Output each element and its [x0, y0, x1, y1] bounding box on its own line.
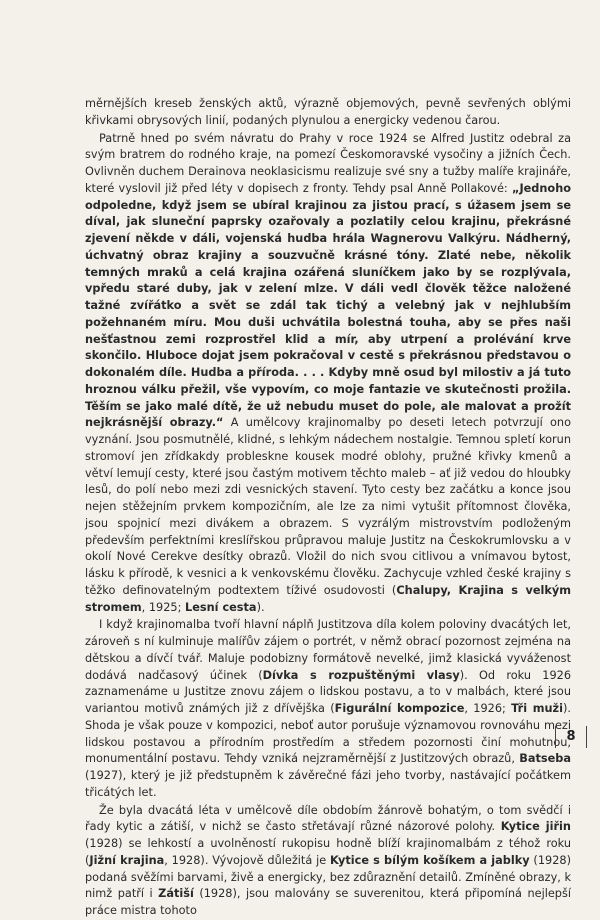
emphasized-text-run: Kytice s bílým košíkem a jablky — [329, 853, 530, 867]
paragraph-1 — [85, 96, 571, 130]
paragraph-4 — [85, 803, 571, 920]
emphasized-text-run: Jižní krajina — [89, 853, 165, 867]
text-run: (1928) se lehkostí a uvolněností rukopisu hodně blíží krajinomalbám z téhož roku ( — [85, 837, 571, 867]
text-run: , 1928). Vývojově důležitá je — [164, 853, 330, 867]
body-text — [85, 96, 571, 920]
emphasized-text-run: Figurální kompozice — [334, 702, 465, 715]
text-run: Patrně hned po svém návratu do Prahy v roce 1924 se Alfred Justitz odebral za svým bratrem do rodného kraje, na pomezí Českomoravské vysočiny a jižních Čech. Ovlivněn duchem Derainova neoklasicismu realizuje své sny a tužby malíře krajináře, které vyslovil již před léty v dopisech z fronty. Tehdy psal Anně Pollakové: — [85, 131, 571, 195]
emphasized-text-run: Chalupy, Krajina s velkým stromem — [85, 583, 572, 614]
text-run: (1928), jsou malovány se suverenitou, která připomíná nejlepší práce mistra tohoto — [85, 887, 571, 917]
text-run: I když krajinomalba tvoří hlavní náplň Justitzova díla kolem poloviny dvacátých let, zároveň s ní kulminuje malířův zájem o portrét, v němž obrací pozornost zejména na dětskou a dívčí tvář. Maluje podobizny formátově nevelké, jimž klasická vyváženost dodává nadčasový účinek ( — [85, 618, 571, 682]
text-run: ). — [256, 600, 265, 614]
text-run: A umělcovy krajinomalby po deseti letech potvrzují ono vyznání. Jsou posmutnělé, klidné, s lehkým nádechem nostalgie. Temnou spletí korun stromoví jen zřídkakdy probleskne kousek modré oblohy, pružné křivky kmenů a větví lemují cesty, které jsou častým motivem těchto maleb – ať již vedou do hloubky lesů, do polí nebo mezi zdi vesnických stavení. Tyto cesty bez začátku a konce jsou nejen stěžejním prvkem kompozičním, ale lze za nimi vytušit přítomnost člověka, jsou spojnicí mezi divákem a obrazem. S vyzrálým mistrovstvím podloženým především perfektními kreslířskou průpravou maluje Justitz na Českokrumlovsku a v okolí Nové Cerekve desítky obrazů. Vložil do nich svou citlivou a vnímavou bytost, lásku k přírodě, k vesnici a k venkovskému člověku. Zachycuje vzhled české krajiny s těžko definovatelným podtextem tíživé osudovosti ( — [85, 416, 571, 597]
paragraph-2 — [85, 131, 571, 617]
emphasized-text-run: Kytice jiřin — [500, 820, 571, 834]
text-run: ). Od roku 1926 zaznamenáme u Justitze znovu zájem o lidskou postavu, a to v malbách, které jsou variantou motivů známých již z dřívějška ( — [85, 668, 572, 715]
text-run: ). Shoda je však pouze v kompozici, neboť autor porušuje významovou rovnováhu mezi lidskou postavou a přírodním prostředím a středem pozornosti činí mohutnou, monumentální postavu. Tehdy vzniká nejzraměrnější z Justitzových obrazů, — [85, 702, 571, 766]
text-run: , 1925; — [141, 600, 186, 614]
emphasized-text-run: Zátiší — [158, 887, 194, 901]
emphasized-text-run: Batseba — [519, 752, 571, 766]
emphasized-text-run: „Jednoho odpoledne, když jsem se ubíral krajinou za jistou prací, s úžasem jsem se díval, jak sluneční paprsky ozařovaly a pozlatily celou krajinu, překrásné zjevení někde v dáli, vojenská hudba hrála Wagnerovu Valkýru. Nádherný, úchvatný obraz krajiny a souzvučně krásné tóny. Zlaté nebe, několik temných mraků a celá krajina ozářená sluníčkem jako by se rozplývala, vpředu staré duby, jak v zelení mlze. V dáli vedl člověk těžce naložené tažné zvířátko a svět se zdál tak tichý a velebný jak v nejhlubším požehnaném míru. Mou duši uchvátila bolestná touha, aby se přes naši nešťastnou zemi rozprostřel klid a mír, aby utrpení a prolévání krve skončilo. Hluboce dojat jsem pokračoval v cestě s překrásnou představou o dokonalém díle. Hudba a příroda. . . . Kdyby mně osud byl milostiv a já tuto hroznou válku přežil, vše vypovím, co moje fantazie ve skutečnosti prožila. Těším se jako malé dítě, že už nebudu muset do pole, ale malovat a prožít nejkrásnější obrazy.“ — [85, 181, 571, 430]
text-run: (1928) podaná svěžími barvami, živě a energicky, bez zdůraznění detailů. Zmíněné obrazy, k nimž patří i — [85, 853, 571, 901]
paragraph-3 — [85, 617, 571, 801]
text-run: (1927), který je již předstupněm k závěrečné fázi jeho tvorby, nastávající počátkem třicátých let. — [85, 769, 571, 799]
emphasized-text-run: Lesní cesta — [185, 600, 257, 614]
text-run: Že byla dvacátá léta v umělcově díle obdobím žánrově bohatým, o tom svědčí i řady kytic a zátiší, v nichž se často střetávají různé názorové polohy. — [85, 803, 571, 834]
emphasized-text-run: Tři muži — [511, 702, 563, 715]
text-run: měrnějších kreseb ženských aktů, výrazně objemových, pevně sevřených oblými křivkami obrysových linií, podaných plynulou a energicky vedenou čarou. — [85, 97, 571, 127]
page-number: 8 — [555, 726, 587, 748]
text-run: , 1926; — [464, 702, 512, 715]
emphasized-text-run: Dívka s rozpuštěnými vlasy — [262, 668, 460, 682]
